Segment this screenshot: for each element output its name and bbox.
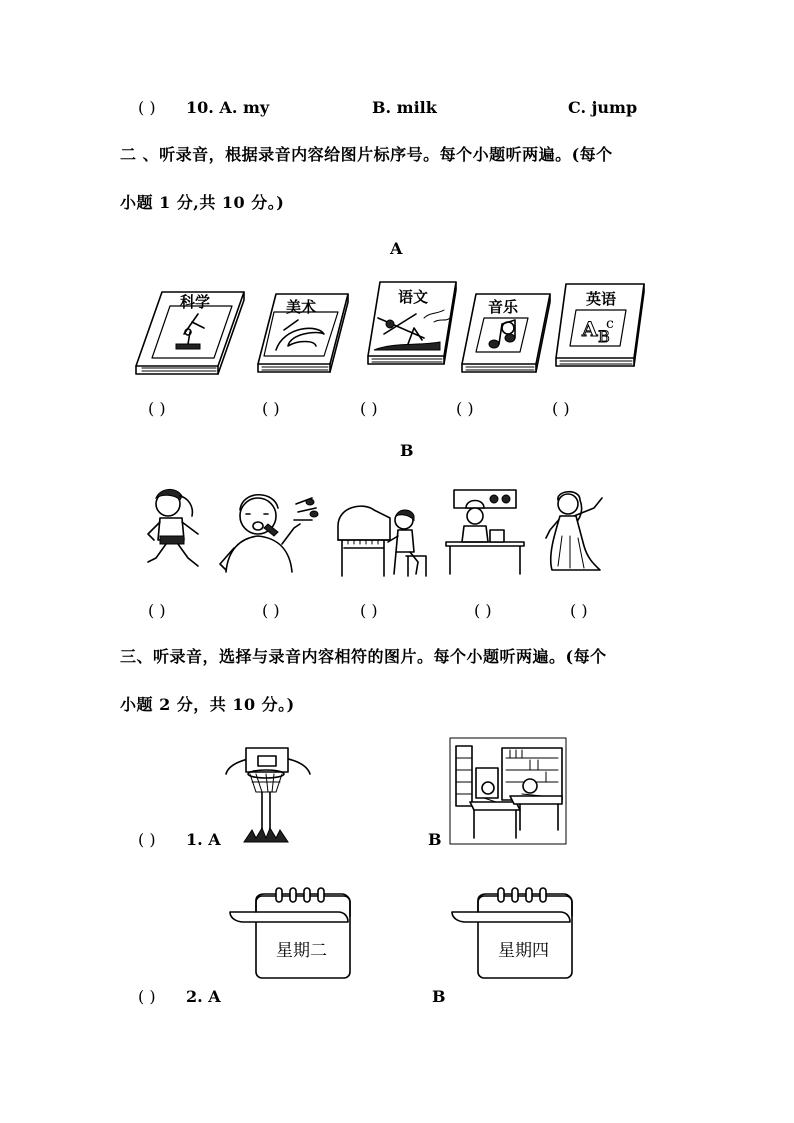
option-b: B. milk [372,98,437,117]
svg-text:A: A [582,317,598,341]
calendar-day-text: 星期四 [498,941,549,961]
book-music-icon [458,290,554,378]
calendar-icon [448,886,578,982]
answer-blank[interactable]: ( ) [262,601,280,620]
section2-heading-line2: 小题 1 分,共 10 分。) [120,193,285,212]
q2-option-a-label: 2. A [186,987,221,1006]
answer-blank[interactable]: ( ) [148,601,166,620]
singing-boy-icon [212,484,322,576]
calendar-day-text: 星期二 [276,941,327,961]
book-title: 美术 [286,298,317,316]
book-english-icon [552,280,648,372]
q2-option-b-label: B [432,987,446,1006]
answer-blank[interactable]: ( ) [138,987,156,1006]
basketball-hoop-icon [222,744,314,844]
book-art-icon [254,290,354,378]
piano-player-icon [334,496,434,578]
q1-option-b-label: B [428,830,442,849]
answer-blank[interactable]: ( ) [138,830,156,849]
answer-blank[interactable]: ( ) [474,601,492,620]
cook-icon [444,486,528,576]
answer-blank[interactable]: ( ) [148,399,166,418]
book-chinese-icon [364,278,460,370]
answer-blank[interactable]: ( ) [552,399,570,418]
q1-option-a-label: 1. A [186,830,221,849]
section3-heading-line2: 小题 2 分，共 10 分。) [120,695,295,714]
running-girl-icon [142,484,206,576]
option-a: 10. A. my [186,98,270,117]
section2-heading-line1: 二 、听录音，根据录音内容给图片标序号。每个小题听两遍。(每个 [120,145,613,164]
option-c: C. jump [568,98,638,117]
answer-blank[interactable]: ( ) [262,399,280,418]
book-title: 英语 [586,290,617,308]
section3-heading-line1: 三、听录音，选择与录音内容相符的图片。每个小题听两遍。(每个 [120,647,607,666]
answer-blank[interactable]: ( ) [360,399,378,418]
group-a-label: A [390,239,403,258]
answer-blank[interactable]: ( ) [570,601,588,620]
svg-text:B: B [598,327,610,346]
answer-blank[interactable]: ( ) [138,98,156,117]
answer-blank[interactable]: ( ) [360,601,378,620]
book-science-icon [132,288,248,378]
book-title: 科学 [180,293,211,311]
group-b-label: B [400,441,414,460]
dancing-girl-icon [540,486,608,576]
book-title: 音乐 [488,298,519,316]
calendar-icon [226,886,356,982]
library-reading-icon [450,738,566,844]
answer-blank[interactable]: ( ) [456,399,474,418]
svg-text:c: c [606,316,614,332]
book-title: 语文 [398,288,429,306]
